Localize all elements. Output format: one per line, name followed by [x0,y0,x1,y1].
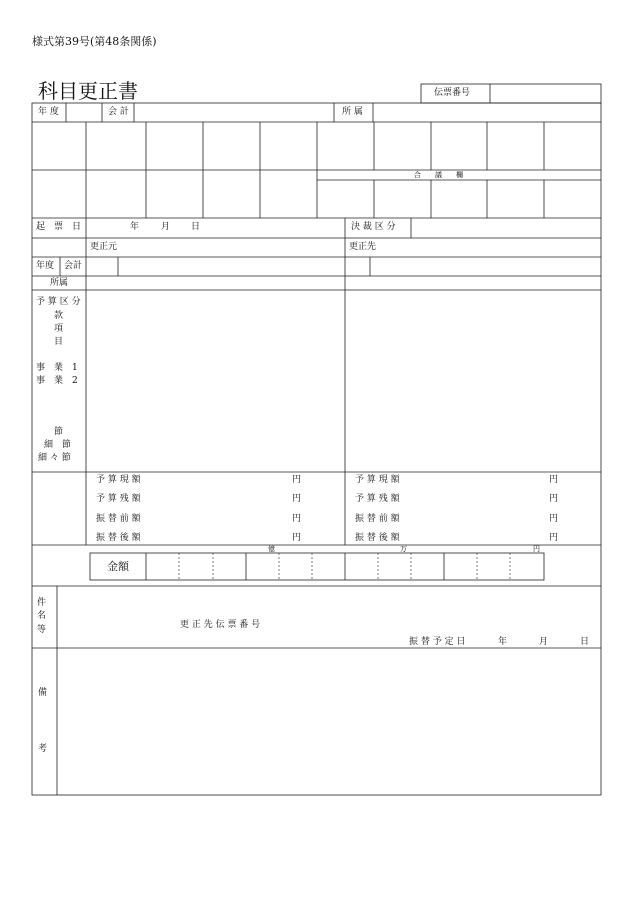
kou-label: 項 [54,324,64,334]
remarks-label-2: 考 [38,744,48,754]
left-amount-unit-1: 円 [292,475,302,485]
project1-label: 事 業 1 [36,363,78,373]
left-amount-unit-4: 円 [292,533,302,543]
form-title: 科目更正書 [38,79,138,103]
dept-field[interactable] [374,104,600,121]
unit-oku: 億 [268,545,275,553]
right-amount-unit-2: 円 [549,494,559,504]
right-amount-unit-4: 円 [549,533,559,543]
subject-label-2: 名 [37,611,47,621]
dept-small-label: 所属 [50,278,69,288]
transfer-year-unit: 年 [498,637,508,647]
slip-number-field[interactable] [492,85,599,102]
right-amount-label-1: 予 算 現 額 [355,475,400,485]
transfer-month-unit: 月 [539,637,549,647]
year-field[interactable] [67,104,101,121]
unit-man: 万 [400,545,407,553]
account-field[interactable] [135,104,333,121]
decision-field[interactable] [412,219,600,237]
account-label: 会 計 [108,107,129,117]
dept-label: 所 属 [342,107,363,117]
date-day-unit: 日 [191,222,201,232]
left-amount-label-3: 振 替 前 額 [96,514,141,524]
date-year-unit: 年 [130,222,140,232]
moku-label: 目 [54,337,64,347]
correction-dest-label: 更正先 [349,242,377,252]
subject-label-1: 件 [37,598,47,608]
slip-number-label: 伝票番号 [434,88,471,98]
dest-slip-label: 更 正 先 伝 票 番 号 [180,620,261,630]
remarks-field[interactable] [58,649,600,794]
year-label: 年 度 [38,107,59,117]
form-reference: 様式第39号(第48条関係) [32,35,157,48]
amount-label: 金額 [107,560,129,573]
left-amount-unit-2: 円 [292,494,302,504]
remarks-label-1: 備 [38,688,48,698]
account-small-label: 会計 [64,261,83,271]
budget-class-label: 予 算 区 分 [36,297,81,307]
transfer-date-label: 振 替 予 定 日 [409,637,466,647]
kan-label: 款 [54,311,64,321]
issue-date-label: 起 票 日 [36,222,82,232]
subject-field[interactable] [58,587,600,647]
left-amount-label-4: 振 替 後 額 [96,533,141,543]
council-label: 合 議 欄 [414,171,463,179]
left-amount-unit-3: 円 [292,514,302,524]
saisetsu-label: 細 節 [44,440,72,450]
year-small-label: 年度 [36,261,55,271]
decision-label: 決 裁 区 分 [351,222,396,232]
transfer-day-unit: 日 [580,637,590,647]
saisaisetsu-label: 細 々 節 [38,453,71,463]
unit-en: 円 [533,545,540,553]
left-amount-label-2: 予 算 残 額 [96,494,141,504]
setsu-label: 節 [54,427,64,437]
right-amount-label-2: 予 算 残 額 [355,494,400,504]
right-amount-label-4: 振 替 後 額 [355,533,400,543]
amount-field[interactable] [147,554,543,579]
right-amount-unit-1: 円 [549,475,559,485]
left-amount-label-1: 予 算 現 額 [96,475,141,485]
right-amount-unit-3: 円 [549,514,559,524]
right-amount-label-3: 振 替 前 額 [355,514,400,524]
date-month-unit: 月 [161,222,171,232]
correction-source-label: 更正元 [90,242,118,252]
project2-label: 事 業 2 [36,376,78,386]
subject-label-3: 等 [37,625,47,635]
